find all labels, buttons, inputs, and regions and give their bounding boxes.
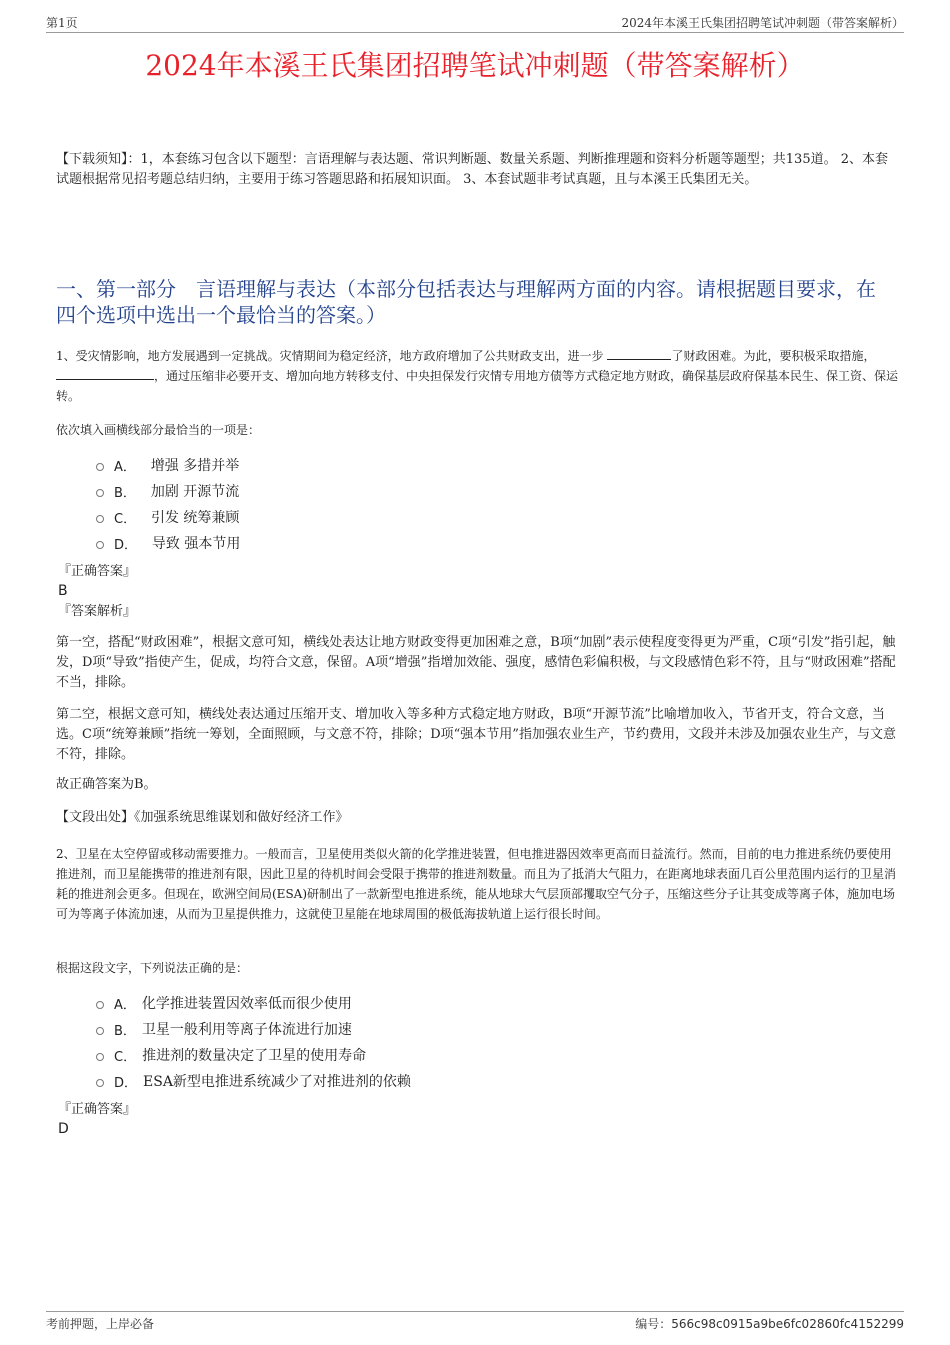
- footer-serial: [635, 1315, 904, 1332]
- q2-answer-label: 『正确答案』: [58, 1102, 137, 1117]
- q1-option-c[interactable]: [96, 504, 240, 530]
- q1-option-d[interactable]: [96, 530, 240, 556]
- q1-option-b[interactable]: [96, 478, 240, 504]
- option-letter: C．: [114, 1049, 137, 1065]
- q1-analysis-paragraph-1: 第一空，搭配“财政困难”，根据文意可知，横线处表达让地方财政变得更加困难之意，B项“加剧”表示使程度变得更为严重，C项“引发”指引起，触发，D项“导致”指使产生，促成，均符合文意，保留。A项“增强”指增加效能、强度，感情色彩偏积极，与文段感情色彩不符，且与“财政困难”搭配不当，排除。: [56, 635, 896, 690]
- q1-answer: B: [58, 583, 68, 599]
- option-letter: B．: [114, 485, 136, 501]
- option-text: 推进剂的数量决定了卫星的使用寿命: [142, 1048, 367, 1064]
- radio-icon[interactable]: [96, 515, 104, 523]
- option-letter: D．: [114, 537, 138, 553]
- option-text: 引发 统筹兼顾: [142, 510, 240, 526]
- radio-icon[interactable]: [96, 1001, 104, 1009]
- footer-serial-value: 566c98c0915a9be6fc02860fc4152299: [671, 1317, 904, 1331]
- section-heading: 一、第一部分 言语理解与表达（本部分包括表达与理解两方面的内容。请根据题目要求，在四个选项中选出一个最恰当的答案。）: [56, 277, 876, 327]
- page-header: [46, 14, 904, 33]
- question-1-stem: [56, 346, 898, 406]
- radio-icon[interactable]: [96, 1053, 104, 1061]
- option-text: 增强 多措并举: [141, 458, 240, 474]
- question-2-options: [96, 990, 411, 1094]
- option-text: ESA新型电推进系统减少了对推进剂的依赖: [143, 1074, 411, 1090]
- q1-stem-part-c: ，通过压缩非必要开支、增加向地方转移支付、中央担保发行灾情专用地方债等方式稳定地方财政，确保基层政府保基本民生、保工资、保运转。: [56, 369, 899, 403]
- question-1-prompt: 依次填入画横线部分最恰当的一项是：: [56, 423, 261, 437]
- q1-answer-label: 『正确答案』: [58, 564, 137, 579]
- q2-option-d[interactable]: [96, 1068, 411, 1094]
- q1-blank-2: [56, 366, 154, 380]
- radio-icon[interactable]: [96, 1027, 104, 1035]
- page-footer: [46, 1311, 904, 1332]
- q1-stem-part-b: 了财政困难。为此，要积极采取措施，: [671, 349, 876, 363]
- option-letter: A．: [114, 459, 136, 475]
- question-1-options: [96, 452, 240, 556]
- option-letter: A．: [114, 997, 136, 1013]
- option-letter: C．: [114, 511, 137, 527]
- option-text: 化学推进装置因效率低而很少使用: [141, 996, 352, 1012]
- footer-slogan: 考前押题，上岸必备: [46, 1317, 155, 1331]
- radio-icon[interactable]: [96, 1079, 104, 1087]
- radio-icon[interactable]: [96, 489, 104, 497]
- q1-blank-1: [607, 346, 671, 360]
- footer-serial-label: 编号：: [635, 1317, 672, 1331]
- download-notice: 【下载须知】：1，本套练习包含以下题型：言语理解与表达题、常识判断题、数量关系题、判断推理题和资料分析题等题型；共135道。 2、本套试题根据常见招考题总结归纳，主要用于练习答题思路和拓展知识面。 3、本套试题非考试真题，且与本溪王氏集团无关。: [56, 152, 888, 187]
- q1-analysis-paragraph-2: 第二空，根据文意可知，横线处表达通过压缩开支、增加收入等多种方式稳定地方财政，B项“开源节流”比喻增加收入，节省开支，符合文意，当选。C项“统筹兼顾”指统一筹划，全面照顾，与文意不符，排除；D项“强本节用”指加强农业生产，节约费用，文段并未涉及加强农业生产，与文意不符，排除。: [56, 707, 896, 762]
- option-letter: B．: [114, 1023, 136, 1039]
- question-2-stem: 2、卫星在太空停留或移动需要推力。一般而言，卫星使用类似火箭的化学推进装置，但电推进器因效率更高而日益流行。然而，目前的电力推进系统仍要使用推进剂，而卫星能携带的推进剂有限，因此卫星的待机时间会受限于携带的推进剂数量。而且为了抵消大气阻力，在距离地球表面几百公里范围内运行的卫星消耗的推进剂会更多。但现在，欧洲空间局(ESA)研制出了一款新型电推进系统，能从地球大气层顶部攫取空气分子，压缩这些分子让其变成等离子体，施加电场可为等离子体流加速，从而为卫星提供推力，这就使卫星能在地球周围的极低海拔轨道上运行很长时间。: [56, 847, 897, 921]
- q2-option-c[interactable]: [96, 1042, 411, 1068]
- document-title: 2024年本溪王氏集团招聘笔试冲刺题（带答案解析）: [145, 49, 805, 82]
- q1-source: 【文段出处】《加强系统思维谋划和做好经济工作》: [56, 810, 349, 825]
- option-letter: D．: [114, 1075, 138, 1091]
- q1-option-a[interactable]: [96, 452, 240, 478]
- q1-analysis-label: 『答案解析』: [58, 604, 137, 619]
- radio-icon[interactable]: [96, 463, 104, 471]
- q1-analysis-conclusion: 故正确答案为B。: [56, 777, 157, 792]
- option-text: 加剧 开源节流: [141, 484, 240, 500]
- header-doc-title: 2024年本溪王氏集团招聘笔试冲刺题（带答案解析）: [621, 16, 904, 30]
- q2-option-a[interactable]: [96, 990, 411, 1016]
- q2-answer: D: [58, 1121, 69, 1137]
- page-number: 第1页: [46, 16, 78, 30]
- option-text: 卫星一般利用等离子体流进行加速: [141, 1022, 352, 1038]
- radio-icon[interactable]: [96, 541, 104, 549]
- q2-option-b[interactable]: [96, 1016, 411, 1042]
- option-text: 导致 强本节用: [143, 536, 241, 552]
- q1-stem-part-a: 1、受灾情影响，地方发展遇到一定挑战。灾情期间为稳定经济，地方政府增加了公共财政支出，进一步: [56, 349, 604, 363]
- question-2-prompt: 根据这段文字，下列说法正确的是：: [56, 961, 249, 975]
